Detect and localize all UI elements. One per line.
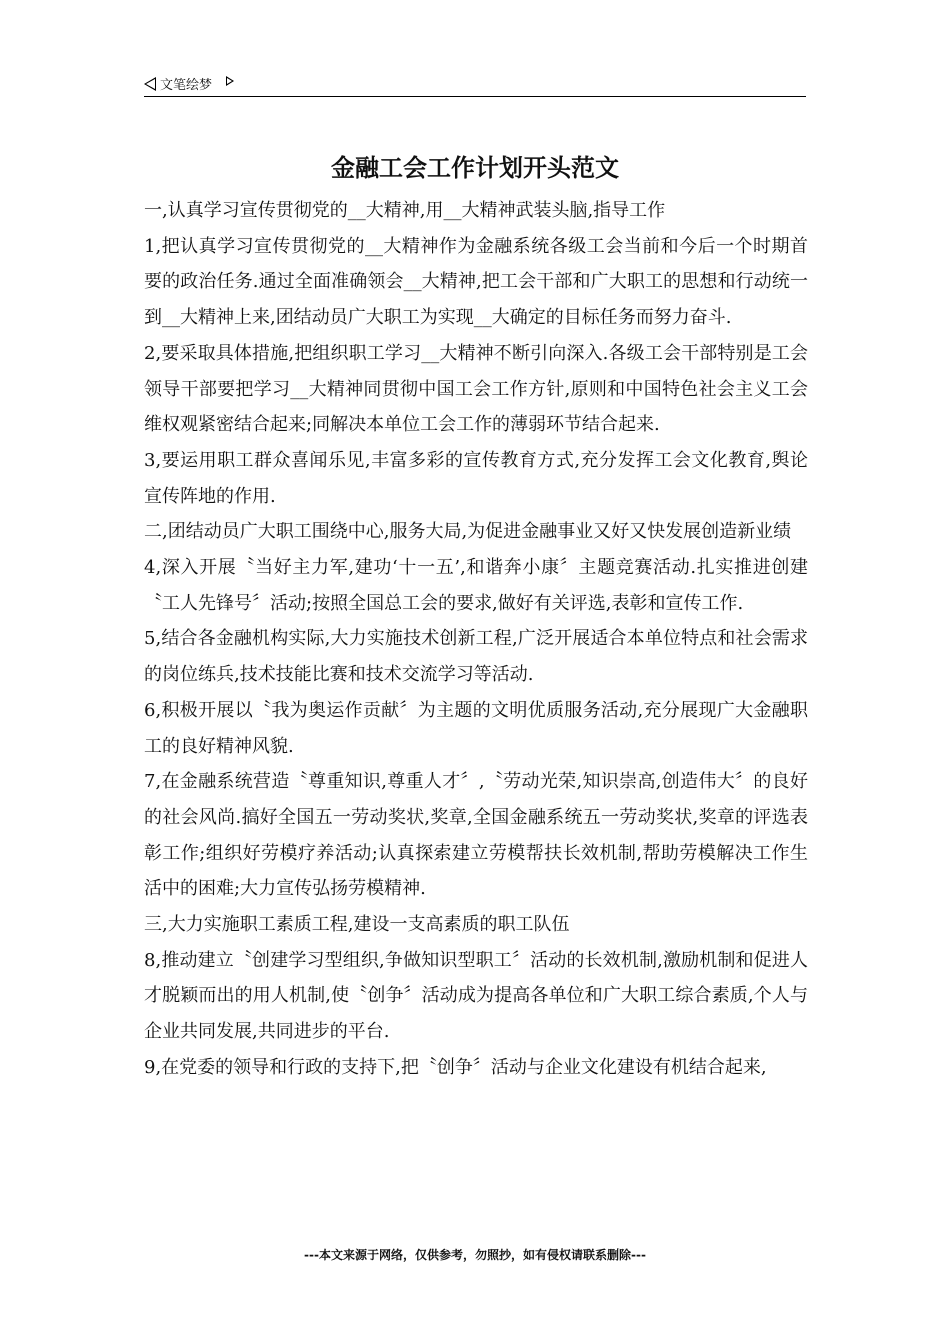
paragraph: 三,大力实施职工素质工程,建设一支高素质的职工队伍 <box>144 914 570 936</box>
header-brand-text: 文笔绘梦 <box>160 78 213 93</box>
paragraph: 二,团结动员广大职工围绕中心,服务大局,为促进金融事业又好又快发展创造新业绩 <box>144 521 792 543</box>
paragraph: 8,推动建立〝创建学习型组织,争做知识型职工〞活动的长效机制,激励机制和促进人才脱颖而出的用人机制,使〝创争〞活动成为提高各单位和广大职工综合素质,个人与企业共同发展,共同进步的平台. <box>144 949 808 1043</box>
paragraph: 1,把认真学习宣传贯彻党的__大精神作为金融系统各级工会当前和今后一个时期首要的政治任务.通过全面准确领会__大精神,把工会干部和广大职工的思想和行动统一到__大精神上来,团结动员广大职工为实现__大确定的目标任务而努力奋斗. <box>144 235 808 329</box>
paragraph: 一,认真学习宣传贯彻党的__大精神,用__大精神武装头脑,指导工作 <box>144 200 666 221</box>
page-header <box>144 74 806 97</box>
header-brand <box>144 74 234 93</box>
left-triangle-icon <box>144 77 156 91</box>
document-title: 金融工会工作计划开头范文 <box>331 153 619 182</box>
page-footer: ---本文来源于网络，仅供参考，勿照抄，如有侵权请联系删除--- <box>304 1248 646 1262</box>
right-triangle-icon <box>226 76 234 86</box>
paragraph: 4,深入开展〝当好主力军,建功‘十一五’,和谐奔小康〞主题竞赛活动.扎实推进创建〝工人先锋号〞活动;按照全国总工会的要求,做好有关评选,表彰和宣传工作. <box>144 557 808 614</box>
paragraph: 2,要采取具体措施,把组织职工学习__大精神不断引向深入.各级工会干部特别是工会领导干部要把学习__大精神同贯彻中国工会工作方针,原则和中国特色社会主义工会维权观紧密结合起来;同解决本单位工会工作的薄弱环节结合起来. <box>144 342 808 436</box>
paragraph: 3,要运用职工群众喜闻乐见,丰富多彩的宣传教育方式,充分发挥工会文化教育,舆论宣传阵地的作用. <box>144 449 808 507</box>
document-body <box>144 193 808 1086</box>
paragraph: 9,在党委的领导和行政的支持下,把〝创争〞活动与企业文化建设有机结合起来, <box>144 1056 767 1078</box>
paragraph: 5,结合各金融机构实际,大力实施技术创新工程,广泛开展适合本单位特点和社会需求的岗位练兵,技术技能比赛和技术交流学习等活动. <box>144 628 808 686</box>
paragraph: 7,在金融系统营造〝尊重知识,尊重人才〞,〝劳动光荣,知识崇高,创造伟大〞的良好的社会风尚.搞好全国五一劳动奖状,奖章,全国金融系统五一劳动奖状,奖章的评选表彰工作;组织好劳模疗养活动;认真探索建立劳模帮扶长效机制,帮助劳模解决工作生活中的困难;大力宣传弘扬劳模精神. <box>144 771 808 900</box>
paragraph: 6,积极开展以〝我为奥运作贡献〞为主题的文明优质服务活动,充分展现广大金融职工的良好精神风貌. <box>144 699 808 757</box>
